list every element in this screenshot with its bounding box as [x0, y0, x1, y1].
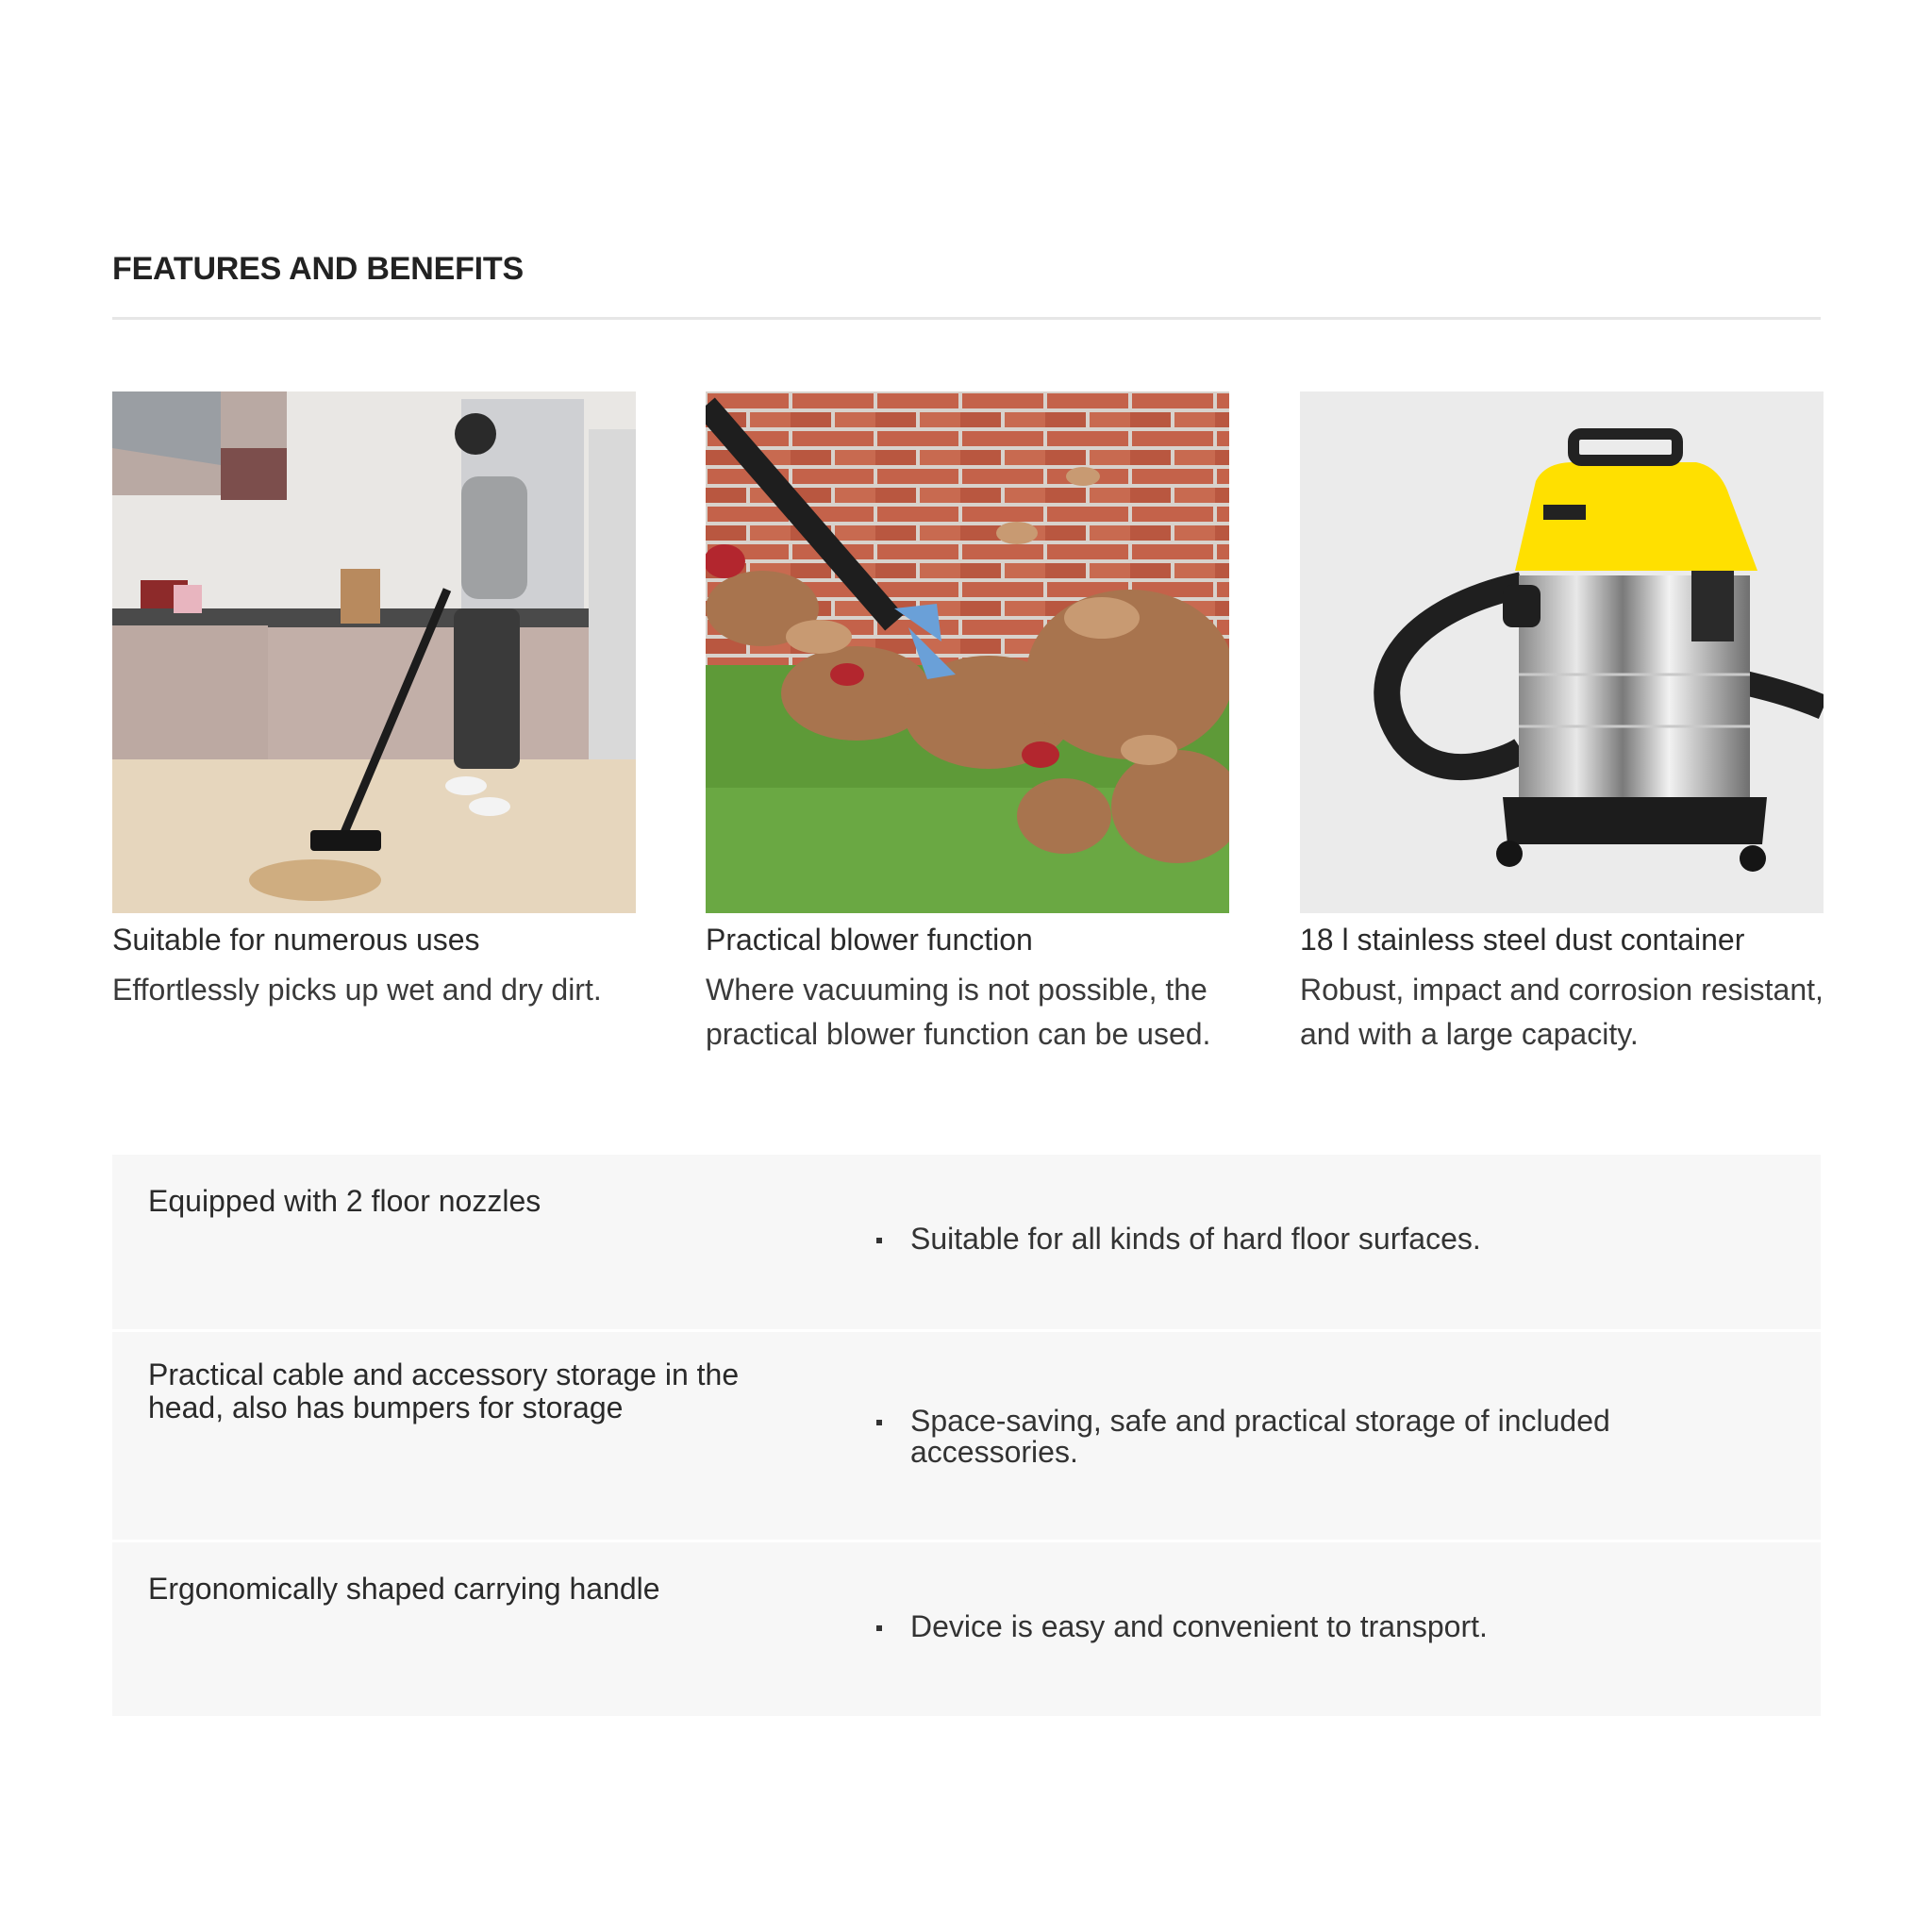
- feature-title: Practical blower function: [706, 923, 1033, 957]
- benefits-table: [112, 1155, 1821, 1716]
- feature-description: Where vacuuming is not possible, the practical blower function can be used.: [706, 973, 1211, 1051]
- feature-image-kitchen: [112, 391, 636, 913]
- feature-image-blower: [706, 391, 1229, 913]
- feature-card-container: [1300, 391, 1824, 1057]
- section-divider: [112, 317, 1821, 320]
- feature-title: Suitable for numerous uses: [112, 923, 480, 957]
- feature-card-blower: [706, 391, 1229, 1057]
- section-title: FEATURES AND BENEFITS: [112, 251, 524, 287]
- benefit-bullets: [874, 1406, 1821, 1468]
- feature-description: Effortlessly picks up wet and dry dirt.: [112, 973, 602, 1007]
- benefit-bullet: Suitable for all kinds of hard floor surfaces.: [874, 1224, 1821, 1255]
- feature-image-vacuum-product: [1300, 391, 1824, 913]
- benefit-row: [112, 1542, 1821, 1716]
- benefit-feature: Equipped with 2 floor nozzles: [148, 1184, 541, 1218]
- benefit-bullet: Space-saving, safe and practical storage of included accessories.: [874, 1406, 1821, 1468]
- benefit-feature: Practical cable and accessory storage in the head, also has bumpers for storage: [148, 1357, 740, 1424]
- benefit-bullets: [874, 1224, 1821, 1255]
- benefit-bullet: Device is easy and convenient to transport.: [874, 1611, 1821, 1642]
- benefit-feature: Ergonomically shaped carrying handle: [148, 1572, 660, 1606]
- feature-card-numerous-uses: [112, 391, 636, 1012]
- feature-description: Robust, impact and corrosion resistant, and with a large capacity.: [1300, 973, 1824, 1051]
- benefit-bullets: [874, 1611, 1821, 1642]
- feature-title: 18 l stainless steel dust container: [1300, 923, 1745, 957]
- benefit-row: [112, 1332, 1821, 1542]
- benefit-row: [112, 1155, 1821, 1332]
